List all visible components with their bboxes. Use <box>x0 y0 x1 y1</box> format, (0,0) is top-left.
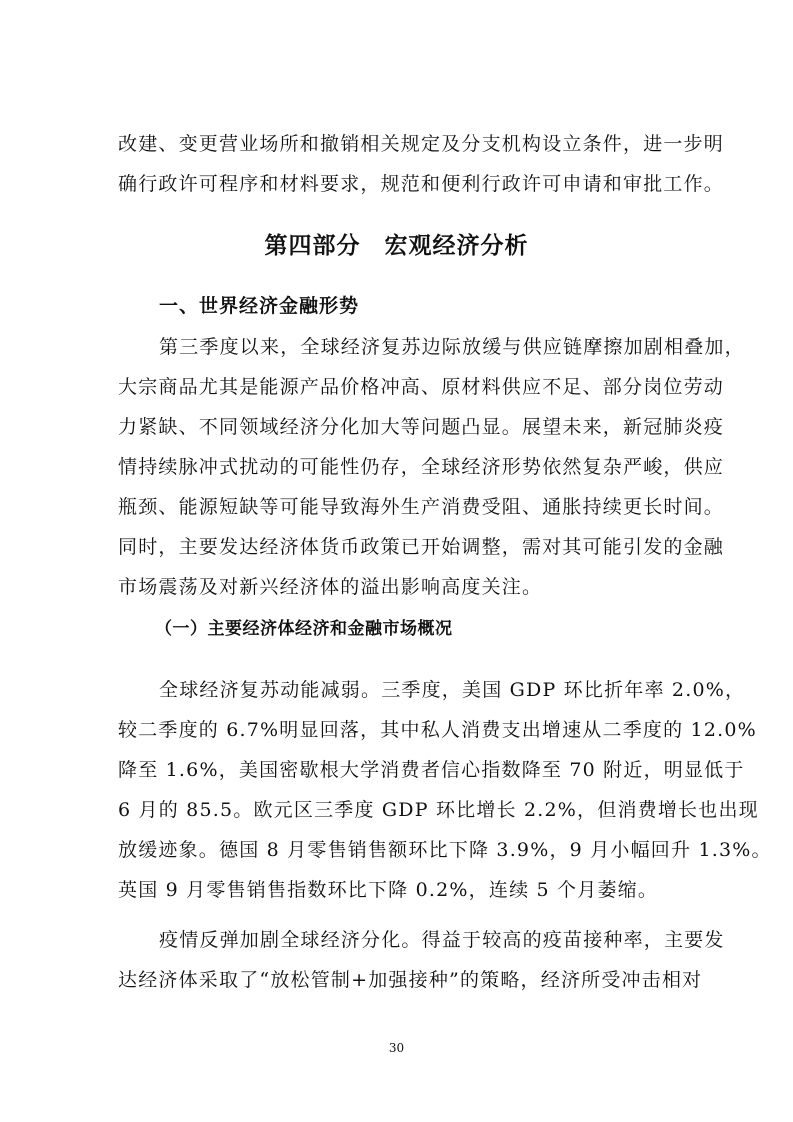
paragraph-line: 同时，主要发达经济体货币政策已开始调整，需对其可能引发的金融 <box>118 536 725 558</box>
body-text-line: 改建、变更营业场所和撤销相关规定及分支机构设立条件，进一步明 <box>118 133 725 155</box>
subsection-heading: （一）主要经济体经济和金融市场概况 <box>155 619 453 639</box>
paragraph-line: 降至 1.6%，美国密歇根大学消费者信心指数降至 70 附近，明显低于 <box>118 759 745 781</box>
paragraph-line: 放缓迹象。德国 8 月零售销售额环比下降 3.9%，9 月小幅回升 1.3%。 <box>118 839 772 861</box>
paragraph-line: 力紧缺、不同领域经济分化加大等问题凸显。展望未来，新冠肺炎疫 <box>118 416 725 438</box>
page-number: 30 <box>388 1041 405 1055</box>
paragraph-line: 市场震荡及对新兴经济体的溢出影响高度关注。 <box>118 576 543 598</box>
body-text-line: 确行政许可程序和材料要求，规范和便利行政许可申请和审批工作。 <box>118 173 725 195</box>
paragraph-line: 较二季度的 6.7%明显回落，其中私人消费支出增速从二季度的 12.0% <box>118 719 757 741</box>
paragraph-line: 大宗商品尤其是能源产品价格冲高、原材料供应不足、部分岗位劳动 <box>118 376 725 398</box>
part-title: 第四部分 宏观经济分析 <box>264 233 529 259</box>
paragraph-line: 瓶颈、能源短缺等可能导致海外生产消费受阻、通胀持续更长时间。 <box>118 496 725 518</box>
paragraph-line: 6 月的 85.5。欧元区三季度 GDP 环比增长 2.2%，但消费增长也出现 <box>118 799 759 821</box>
paragraph-line: 情持续脉冲式扰动的可能性仍存，全球经济形势依然复杂严峻，供应 <box>118 456 725 478</box>
paragraph-line: 英国 9 月零售销售指数环比下降 0.2%，连续 5 个月萎缩。 <box>118 879 659 901</box>
paragraph-line: 第三季度以来，全球经济复苏边际放缓与供应链摩擦加剧相叠加， <box>159 336 745 358</box>
paragraph-line: 全球经济复苏动能减弱。三季度，美国 GDP 环比折年率 2.0%， <box>159 679 746 701</box>
section-heading: 一、世界经济金融形势 <box>159 295 360 317</box>
paragraph-line: 达经济体采取了“放松管制+加强接种”的策略，经济所受冲击相对 <box>118 969 703 991</box>
paragraph-line: 疫情反弹加剧全球经济分化。得益于较高的疫苗接种率，主要发 <box>159 929 725 951</box>
